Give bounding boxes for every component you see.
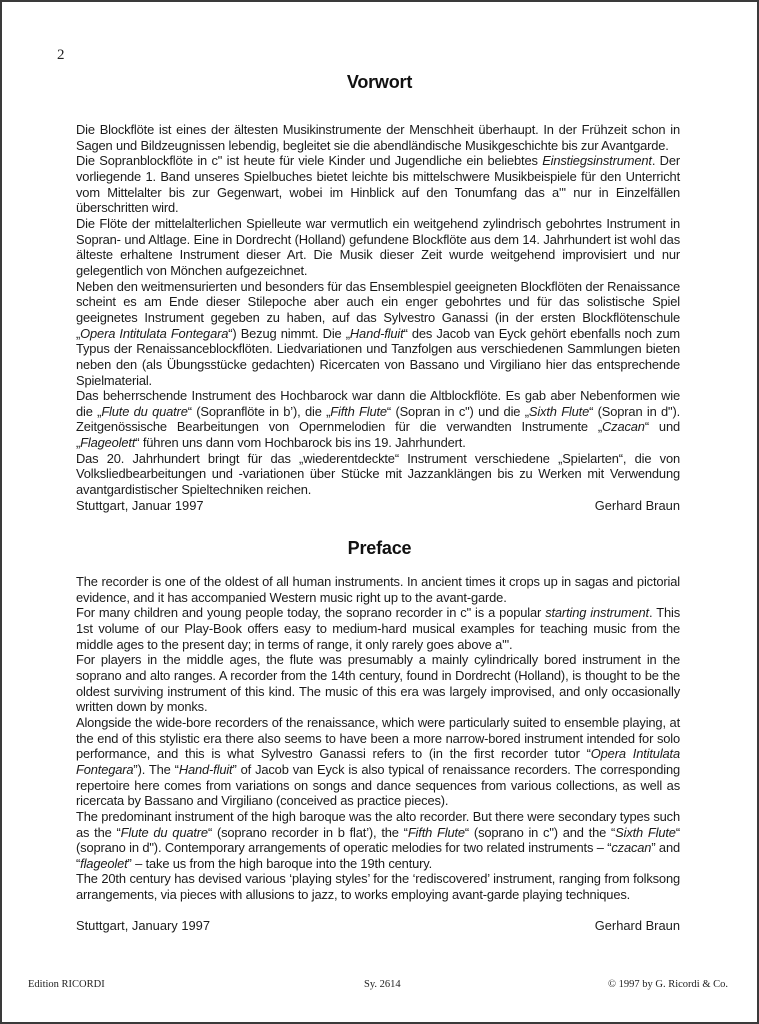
italic-term: Opera Intitulata Fontegara — [80, 325, 229, 341]
italic-term: Fifth Flute — [330, 403, 387, 419]
footer-copyright: © 1997 by G. Ricordi & Co. — [608, 979, 728, 990]
italic-term: Opera Intitulata Fontegara — [76, 746, 680, 777]
page-footer — [28, 979, 728, 990]
italic-term: Hand-fluit — [178, 761, 233, 777]
italic-term: Sixth Flute — [528, 403, 590, 419]
paragraph: Die Sopranblockflöte in c" ist heute für viele Kinder und Jugendliche ein beliebtes Einstiegsinstrument. Der vorliegende 1. Band unseres Spielbuches bietet leichte bis mittelschwere Musikbeispiele für den Unterricht vom Mittelalter bis zur Gegenwart, wobei im Hinblick auf den Tonumfang das a''' nur in Einzelfällen überschritten wird. — [76, 153, 680, 216]
paragraph: The 20th century has devised various ‘playing styles’ for the ‘rediscovered’ instrument, ranging from folksong arrangements, via pieces with allusions to jazz, to works employing avant-garde playing techniques. — [76, 871, 680, 903]
footer-publisher: Edition RICORDI — [28, 979, 105, 990]
paragraph: Das 20. Jahrhundert bringt für das „wiederentdeckte“ Instrument verschiedene „Spielarten“, die von Volksliedbearbeitungen und -variationen über Stücke mit Jazzanklängen bis zu Werken mit Verwendung avantgardistischer Spieltechniken reichen. — [76, 450, 680, 498]
paragraph: The recorder is one of the oldest of all human instruments. In ancient times it crops up in sagas and pictorial evidence, and it has accompanied Western music right up to the avant-garde. — [76, 574, 680, 605]
italic-term: czacan — [611, 840, 652, 856]
german-author: Gerhard Braun — [594, 498, 680, 513]
paragraph: Die Flöte der mittelalterlichen Spielleute war vermutlich ein weitgehend zylindrisch gebohrtes Instrument in Sopran- und Altlage. Eine in Dordrecht (Holland) gefundene Blockflöte aus dem 14. Jahrhundert ist wohl das älteste erhaltene Instrument dieser Art. Die Musik dieser Zeit wurde weitgehend improvisiert und nur gelegentlich von Mönchen aufgezeichnet. — [76, 215, 680, 278]
paragraph: Neben den weitmensurierten und besonders für das Ensemblespiel geeigneten Blockflöten der Renaissance scheint es am Ende dieser Stilepoche aber auch ein enger gebohrtes und für das solistische Spiel geeignetes Instrument gegeben zu haben, auf das Sylvestro Ganassi (in der ersten Blockflötenschule „Opera Intitulata Fontegara“) Bezug nimmt. Die „Hand-fluit“ des Jacob van Eyck gehört ebenfalls noch zum Typus der Renaissanceblockflöten. Liedvariationen und Tanzfolgen aus verschiedenen Sammlungen bieten neben den (als Übungsstücke gedachten) Ricercaten von Bassano und Virgiliano hier das entsprechende Spielmaterial. — [76, 278, 680, 388]
german-section-title: Vorwort — [346, 72, 413, 92]
footer-catalog-number: Sy. 2614 — [364, 979, 401, 990]
paragraph: The predominant instrument of the high baroque was the alto recorder. But there were secondary types such as the “Flute du quatre“ (soprano recorder in b flat’), the “Fifth Flute“ (soprano in c") and the “Sixth Flute“ (soprano in d"). Contemporary arrangements of operatic melodies for two related instruments – “czacan” and “flageolet” – take us from the high baroque into the 19th century. — [76, 808, 680, 871]
paragraph: For players in the middle ages, the flute was presumably a mainly cylindrically bored instrument in the soprano and alto ranges. A recorder from the 14th century, found in Dordrecht (Holland), is thought to be the oldest surviving instrument of this kind. The music of this era was largely improvised, and only occasionally written down by monks. — [76, 652, 680, 715]
paragraph: Die Blockflöte ist eines der ältesten Musikinstrumente der Menschheit überhaupt. In der Frühzeit schon in Sagen und Bildzeugnissen lebendig, begleitet sie die abendländische Musikgeschichte bis zur Avantgarde. — [76, 122, 680, 153]
german-body — [76, 122, 680, 498]
german-signature — [76, 498, 680, 513]
italic-term: Flageolett — [80, 435, 136, 451]
italic-term: Sixth Flute — [615, 824, 676, 840]
english-author: Gerhard Braun — [594, 918, 680, 933]
english-place-date: Stuttgart, January 1997 — [76, 918, 211, 933]
italic-term: Einstiegsinstrument — [542, 153, 652, 169]
english-signature — [76, 918, 680, 933]
german-place-date: Stuttgart, Januar 1997 — [76, 498, 204, 513]
italic-term: starting instrument — [545, 605, 649, 621]
paragraph: Das beherrschende Instrument des Hochbarock war dann die Altblockflöte. Es gab aber Nebenformen wie die „Flute du quatre“ (Sopranflöte in b’), die „Fifth Flute“ (Sopran in c") und die „Sixth Flute“ (Sopran in d"). Zeitgenössische Bearbeitungen von Opernmelodien für die verwandten Instrumente „Czacan“ und „Flageolett“ führen uns dann vom Hochbarock bis ins 19. Jahrhundert. — [76, 388, 681, 451]
paragraph: For many children and young people today, the soprano recorder in c" is a popular starting instrument. This 1st volume of our Play-Book offers easy to medium-hard musical examples for teaching music from the middle ages to the present day; in terms of range, it only rarely goes above a'''. — [76, 605, 680, 652]
english-section-title: Preface — [347, 538, 412, 558]
paragraph: Alongside the wide-bore recorders of the renaissance, which were particularly suited to ensemble playing, at the end of this stylistic era there also seems to have been a more narrow-bored instrument intended for solo performance, and this is what Sylvestro Ganassi refers to (in the first recorder tutor “Opera Intitulata Fontegara”). The “Hand-fluit” of Jacob van Eyck is also typical of renaissance recorders. The corresponding repertoire here comes from variations on songs and dance sequences from various collections, as well as ricercata by Bassano and Virgiliano (conceived as practice pieces). — [76, 714, 680, 809]
italic-term: Flute du quatre — [101, 403, 188, 419]
italic-term: Fifth Flute — [407, 824, 465, 840]
italic-term: Czacan — [602, 419, 645, 435]
italic-term: Flute du quatre — [120, 824, 208, 840]
italic-term: flageolet — [80, 855, 128, 871]
italic-term: Hand-fluit — [349, 325, 404, 341]
page-number: 2 — [57, 47, 65, 63]
english-body — [76, 574, 680, 903]
